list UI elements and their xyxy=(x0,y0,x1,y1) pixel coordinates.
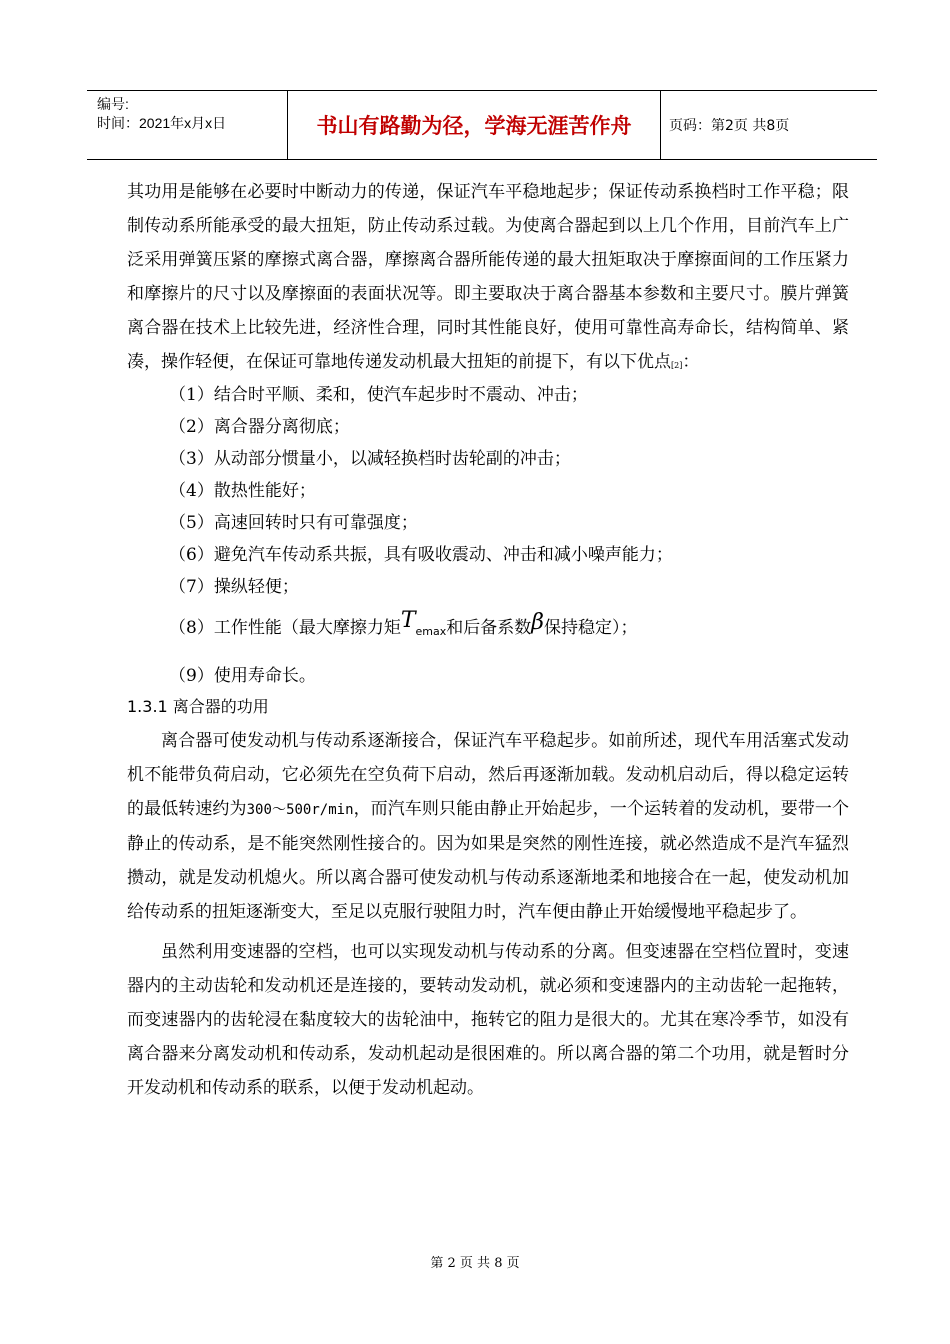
paragraph-text: ，而汽车则只能由静止开始起步，一个运转着的发动机，要带一个静止的传动系，是不能突然刚性接合的。因为如果是突然的刚性连接，就必然造成不是汽车猛烈攒动，就是发动机熄火。所以离合器可使发动机与传动系逐渐地柔和地接合在一起，使发动机加给传动系的扭矩逐渐变大，至足以克服行驶阻力时，汽车便由静止开始缓慢地平稳起步了。 xyxy=(127,799,850,922)
header-motto: 书山有路勤为径，学海无涯苦作舟 xyxy=(288,91,661,159)
paragraph-text: 离合器可使发动机与传动系逐渐接合，保证汽车平稳起步。如前所述，现代车用活塞式发动机不能带负荷启动，它必须先在空负荷下启动，然后再逐渐加载。发动机启动后，得以稳定运转的最低转速约为 xyxy=(127,731,849,819)
list-item-text: 保持稳定）； xyxy=(543,618,638,638)
number-label: 编号: xyxy=(97,96,129,112)
paragraph-intro-text: 其功用是能够在必要时中断动力的传递，保证汽车平稳地起步；保证传动系换档时工作平稳；限制传动系所能承受的最大扭矩，防止传动系过载。为使离合器起到以上几个作用，目前汽车上广泛采用弹簧压紧的摩擦式离合器，摩擦离合器所能传递的最大扭矩取决于摩擦面间的工作压紧力和摩擦片的尺寸以及摩擦面的表面状况等。即主要取决于离合器基本参数和主要尺寸。膜片弹簧离合器在技术上比较先进，经济性合理，同时其性能良好，使用可靠性高寿命长，结构简单、紧凑，操作轻便，在保证可靠地传递发动机最大扭矩的前提下，有以下优点 xyxy=(127,182,849,372)
paragraph-function xyxy=(127,724,849,929)
document-body xyxy=(127,175,849,1105)
list-item: （1）结合时平顺、柔和，使汽车起步时不震动、冲击； xyxy=(169,385,588,405)
time-label: 时间：2021年x月x日 xyxy=(97,115,227,131)
list-item: （3）从动部分惯量小，以减轻换档时齿轮副的冲击； xyxy=(169,449,571,469)
list-item: （6）避免汽车传动系共振，具有吸收震动、冲击和减小噪声能力； xyxy=(169,545,673,565)
list-item: （7）操纵轻便； xyxy=(169,577,299,597)
list-item-formula xyxy=(127,608,849,646)
list-item: （9）使用寿命长。 xyxy=(169,666,316,686)
list-item-text: （8）工作性能（最大摩擦力矩 xyxy=(169,618,401,638)
beta-symbol: β xyxy=(531,610,544,635)
list-item-text: 和后备系数 xyxy=(446,618,532,638)
list-item: （4）散热性能好； xyxy=(169,481,316,501)
speed-range: 300～500r/min xyxy=(246,802,354,818)
paragraph-intro xyxy=(127,175,849,379)
document-header xyxy=(87,90,877,160)
section-heading: 1.3.1 离合器的功用 xyxy=(127,697,269,716)
header-meta-cell xyxy=(87,91,288,159)
page-footer: 第 2 页 共 8 页 xyxy=(430,1256,520,1271)
list-item: （2）离合器分离彻底； xyxy=(169,417,350,437)
torque-subscript: emax xyxy=(415,625,447,638)
paragraph-second-function: 虽然利用变速器的空档，也可以实现发动机与传动系的分离。但变速器在空档位置时，变速器内的主动齿轮和发动机还是连接的，要转动发动机，就必须和变速器内的主动齿轮一起拖转，而变速器内的齿轮浸在黏度较大的齿轮油中，拖转它的阻力是很大的。尤其在寒冷季节，如没有离合器来分离发动机和传动系，发动机起动是很困难的。所以离合器的第二个功用，就是暂时分开发动机和传动系的联系，以便于发动机起动。 xyxy=(127,942,849,1098)
torque-symbol: T xyxy=(400,608,416,633)
citation-ref: [2] xyxy=(671,361,683,370)
header-page-info: 页码：第2页 共8页 xyxy=(669,118,790,134)
paragraph-intro-end: ： xyxy=(682,352,700,372)
list-item: （5）高速回转时只有可靠强度； xyxy=(169,513,418,533)
